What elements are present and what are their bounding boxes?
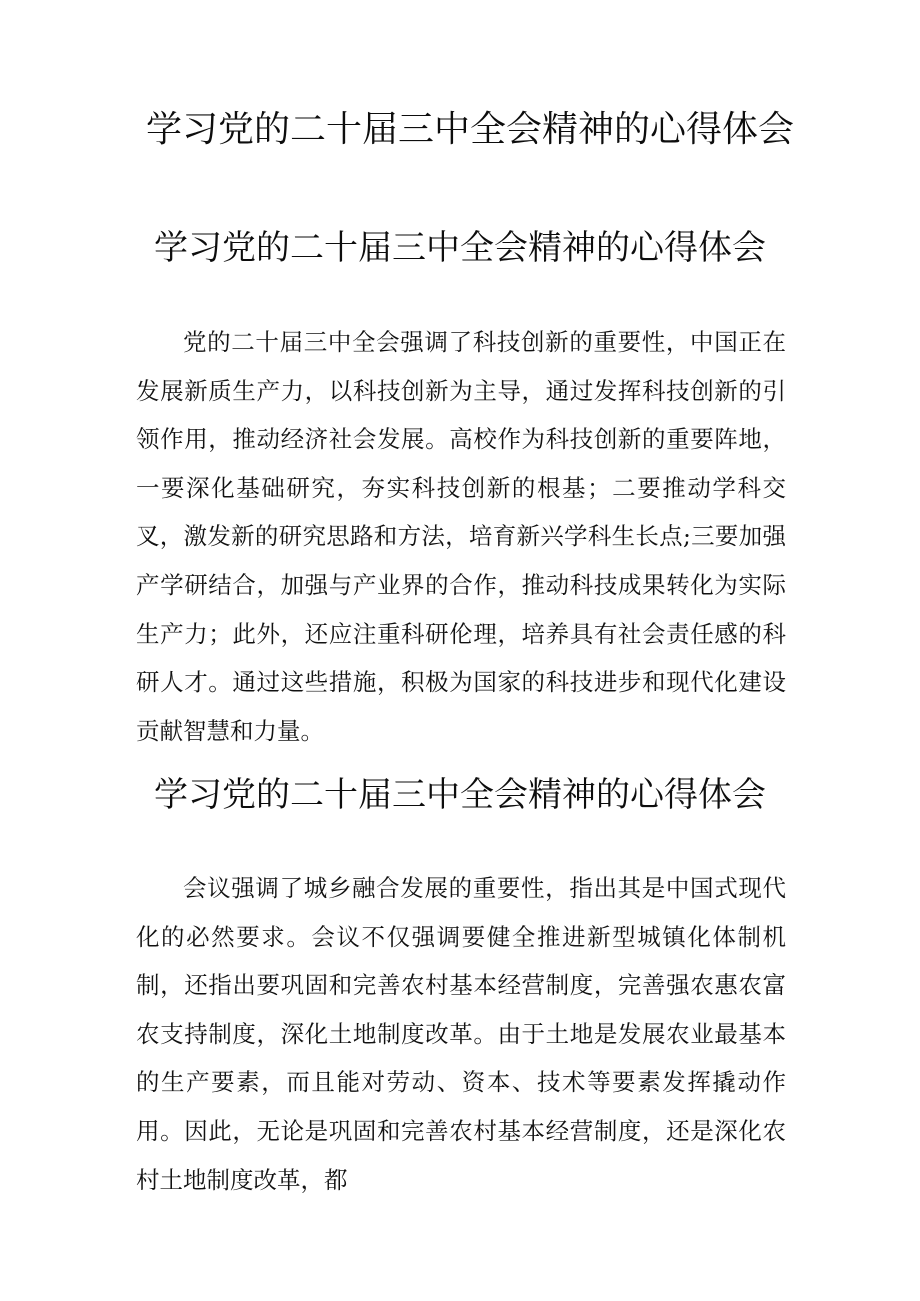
section-paragraph: 党的二十届三中全会强调了科技创新的重要性，中国正在发展新质生产力，以科技创新为主导，通过发挥科技创新的引领作用，推动经济社会发展。高校作为科技创新的重要阵地，一要深化基础研究，夯实科技创新的根基；二要推动学科交叉，激发新的研究思路和方法，培育新兴学科生长点;三要加强产学研结合，加强与产业界的合作，推动科技成果转化为实际生产力；此外，还应注重科研伦理，培养具有社会责任感的科研人才。通过这些措施，积极为国家的科技进步和现代化建设贡献智慧和力量。: [136, 328, 786, 745]
document-title: 学习党的二十届三中全会精神的心得体会: [146, 109, 795, 150]
section-heading: 学习党的二十届三中全会精神的心得体会: [154, 228, 766, 268]
section-paragraph: 会议强调了城乡融合发展的重要性，指出其是中国式现代化的必然要求。会议不仅强调要健全推进新型城镇化体制机制，还指出要巩固和完善农村基本经营制度，完善强农惠农富农支持制度，深化土地制度改革。由于土地是发展农业最基本的生产要素，而且能对劳动、资本、技术等要素发挥撬动作用。因此，无论是巩固和完善农村基本经营制度，还是深化农村土地制度改革，都: [136, 874, 786, 1194]
section-heading: 学习党的二十届三中全会精神的心得体会: [154, 775, 766, 815]
